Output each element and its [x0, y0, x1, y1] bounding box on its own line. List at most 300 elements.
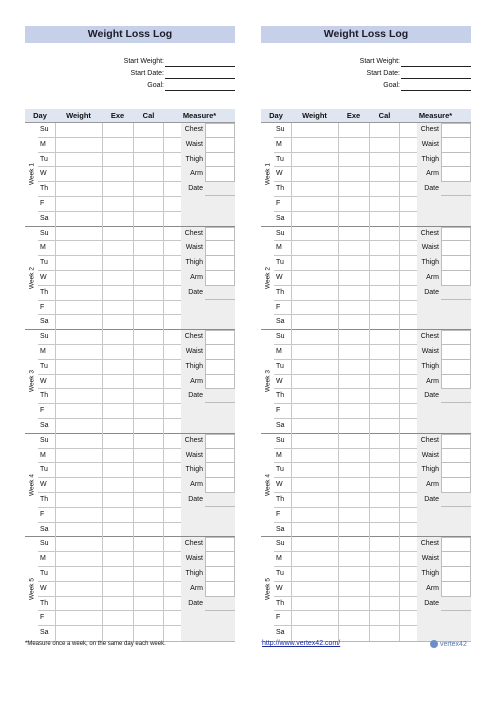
vertex42-link[interactable]: http://www.vertex42.com/ — [262, 640, 341, 647]
weight-cell[interactable] — [291, 315, 338, 330]
exercise-cell[interactable] — [102, 508, 133, 522]
measure-input[interactable] — [441, 153, 471, 168]
exercise-cell[interactable] — [102, 419, 133, 434]
exercise-cell[interactable] — [102, 449, 133, 463]
weight-cell[interactable] — [291, 241, 338, 255]
weight-cell[interactable] — [291, 375, 338, 389]
measure-input[interactable] — [205, 582, 235, 597]
calories-cell[interactable] — [369, 537, 400, 551]
day-name: Th — [40, 599, 49, 607]
table-row — [274, 360, 417, 375]
weight-cell[interactable] — [291, 271, 338, 285]
weight-cell[interactable] — [55, 523, 102, 538]
calories-cell[interactable] — [369, 345, 400, 359]
exercise-cell[interactable] — [338, 508, 369, 522]
measure-row — [417, 167, 471, 182]
exercise-cell[interactable] — [338, 256, 369, 270]
exercise-cell[interactable] — [102, 212, 133, 227]
weight-cell[interactable] — [55, 508, 102, 522]
exercise-cell[interactable] — [102, 301, 133, 315]
table-row — [274, 241, 417, 256]
calories-cell[interactable] — [369, 197, 400, 211]
calories-cell[interactable] — [133, 330, 164, 344]
exercise-cell[interactable] — [102, 597, 133, 611]
field-input-line[interactable] — [165, 58, 235, 67]
calories-cell[interactable] — [369, 182, 400, 196]
exercise-cell[interactable] — [102, 404, 133, 418]
exercise-cell[interactable] — [102, 611, 133, 625]
exercise-cell[interactable] — [102, 360, 133, 374]
measure-date-input[interactable] — [205, 493, 235, 507]
weight-cell[interactable] — [55, 138, 102, 152]
calories-cell[interactable] — [369, 227, 400, 241]
exercise-cell[interactable] — [338, 138, 369, 152]
exercise-cell[interactable] — [338, 567, 369, 581]
exercise-cell[interactable] — [338, 212, 369, 227]
calories-cell[interactable] — [133, 537, 164, 551]
measure-date-input[interactable] — [205, 597, 235, 611]
day-name: Su — [40, 436, 49, 444]
calories-cell[interactable] — [369, 463, 400, 477]
calories-cell[interactable] — [133, 389, 164, 403]
weight-cell[interactable] — [291, 286, 338, 300]
calories-cell[interactable] — [369, 138, 400, 152]
weight-cell[interactable] — [291, 167, 338, 181]
measure-label: Waist — [421, 347, 439, 355]
calories-cell[interactable] — [133, 582, 164, 596]
weight-cell[interactable] — [291, 123, 338, 137]
exercise-cell[interactable] — [102, 493, 133, 507]
calories-cell[interactable] — [369, 375, 400, 389]
weight-cell[interactable] — [291, 478, 338, 492]
exercise-cell[interactable] — [338, 434, 369, 448]
exercise-cell[interactable] — [338, 582, 369, 596]
calories-cell[interactable] — [369, 434, 400, 448]
exercise-cell[interactable] — [102, 537, 133, 551]
measure-input[interactable] — [205, 375, 235, 390]
calories-cell[interactable] — [369, 493, 400, 507]
measure-input[interactable] — [441, 449, 471, 464]
calories-cell[interactable] — [133, 419, 164, 434]
calories-cell[interactable] — [133, 567, 164, 581]
exercise-cell[interactable] — [338, 182, 369, 196]
calories-cell[interactable] — [369, 523, 400, 538]
table-row — [274, 138, 417, 153]
calories-cell[interactable] — [133, 360, 164, 374]
exercise-cell[interactable] — [338, 389, 369, 403]
table-row — [38, 567, 181, 582]
calories-cell[interactable] — [369, 360, 400, 374]
exercise-cell[interactable] — [338, 227, 369, 241]
calories-cell[interactable] — [133, 241, 164, 255]
exercise-cell[interactable] — [338, 375, 369, 389]
exercise-cell[interactable] — [338, 611, 369, 625]
log-table — [261, 109, 471, 642]
exercise-cell[interactable] — [338, 404, 369, 418]
calories-cell[interactable] — [133, 153, 164, 167]
calories-cell[interactable] — [133, 197, 164, 211]
exercise-cell[interactable] — [102, 227, 133, 241]
weight-cell[interactable] — [55, 153, 102, 167]
calories-cell[interactable] — [369, 212, 400, 227]
weight-cell[interactable] — [291, 197, 338, 211]
weight-cell[interactable] — [55, 360, 102, 374]
exercise-cell[interactable] — [102, 271, 133, 285]
exercise-cell[interactable] — [102, 286, 133, 300]
exercise-cell[interactable] — [338, 463, 369, 477]
exercise-cell[interactable] — [338, 537, 369, 551]
weight-cell[interactable] — [291, 389, 338, 403]
measure-input[interactable] — [441, 330, 471, 345]
measure-input[interactable] — [205, 478, 235, 493]
measure-date-input[interactable] — [441, 389, 471, 403]
measure-input[interactable] — [205, 345, 235, 360]
weight-cell[interactable] — [291, 404, 338, 418]
measure-input[interactable] — [205, 167, 235, 182]
weight-cell[interactable] — [291, 330, 338, 344]
calories-cell[interactable] — [133, 493, 164, 507]
weight-cell[interactable] — [291, 212, 338, 227]
weight-cell[interactable] — [291, 537, 338, 551]
weight-cell[interactable] — [55, 212, 102, 227]
calories-cell[interactable] — [369, 241, 400, 255]
measure-input[interactable] — [205, 153, 235, 168]
calories-cell[interactable] — [133, 508, 164, 522]
table-row — [274, 419, 417, 434]
week-label-text: Week 4 — [264, 474, 271, 497]
exercise-cell[interactable] — [338, 241, 369, 255]
weight-cell[interactable] — [291, 153, 338, 167]
weight-cell[interactable] — [55, 478, 102, 492]
calories-cell[interactable] — [369, 449, 400, 463]
weight-cell[interactable] — [291, 582, 338, 596]
weight-cell[interactable] — [55, 449, 102, 463]
measure-input[interactable] — [441, 567, 471, 582]
field-input-line[interactable] — [401, 70, 471, 79]
exercise-cell[interactable] — [102, 197, 133, 211]
calories-cell[interactable] — [369, 286, 400, 300]
weight-cell[interactable] — [55, 271, 102, 285]
weight-cell[interactable] — [55, 537, 102, 551]
calories-cell[interactable] — [369, 330, 400, 344]
calories-cell[interactable] — [369, 389, 400, 403]
weight-cell[interactable] — [291, 345, 338, 359]
calories-cell[interactable] — [369, 167, 400, 181]
calories-cell[interactable] — [369, 419, 400, 434]
week-label-text: Week 3 — [264, 370, 271, 393]
weight-cell[interactable] — [291, 138, 338, 152]
measure-input[interactable] — [441, 375, 471, 390]
exercise-cell[interactable] — [338, 478, 369, 492]
calories-cell[interactable] — [133, 301, 164, 315]
measure-date-input[interactable] — [441, 597, 471, 611]
measure-input[interactable] — [441, 241, 471, 256]
calories-cell[interactable] — [133, 212, 164, 227]
day-name: Th — [40, 495, 49, 503]
weight-cell[interactable] — [55, 463, 102, 477]
week-label — [261, 123, 274, 226]
calories-cell[interactable] — [369, 611, 400, 625]
calories-cell[interactable] — [133, 167, 164, 181]
exercise-cell[interactable] — [338, 271, 369, 285]
exercise-cell[interactable] — [102, 256, 133, 270]
measure-input[interactable] — [205, 463, 235, 478]
calories-cell[interactable] — [369, 315, 400, 330]
weight-cell[interactable] — [291, 360, 338, 374]
weight-cell[interactable] — [55, 256, 102, 270]
weight-cell[interactable] — [55, 434, 102, 448]
measure-label: Waist — [421, 451, 439, 459]
weight-cell[interactable] — [55, 626, 102, 641]
measure-input[interactable] — [205, 537, 235, 552]
calories-cell[interactable] — [133, 523, 164, 538]
calories-cell[interactable] — [369, 552, 400, 566]
measure-input[interactable] — [205, 241, 235, 256]
measure-input[interactable] — [441, 271, 471, 286]
calories-cell[interactable] — [133, 345, 164, 359]
exercise-cell[interactable] — [338, 626, 369, 641]
exercise-cell[interactable] — [102, 523, 133, 538]
calories-cell[interactable] — [369, 301, 400, 315]
measure-date-input[interactable] — [441, 493, 471, 507]
exercise-cell[interactable] — [102, 434, 133, 448]
weight-cell[interactable] — [291, 508, 338, 522]
measure-input[interactable] — [441, 256, 471, 271]
measure-input[interactable] — [205, 123, 235, 138]
weight-cell[interactable] — [291, 449, 338, 463]
measure-date-input[interactable] — [205, 286, 235, 300]
exercise-cell[interactable] — [102, 375, 133, 389]
field-input-line[interactable] — [401, 82, 471, 91]
measure-input[interactable] — [441, 360, 471, 375]
exercise-cell[interactable] — [102, 345, 133, 359]
measure-input[interactable] — [441, 552, 471, 567]
exercise-cell[interactable] — [102, 123, 133, 137]
calories-cell[interactable] — [369, 153, 400, 167]
weight-cell[interactable] — [55, 123, 102, 137]
measure-input[interactable] — [441, 537, 471, 552]
calories-cell[interactable] — [369, 478, 400, 492]
table-row — [38, 493, 181, 508]
measure-input[interactable] — [205, 449, 235, 464]
weight-cell[interactable] — [55, 301, 102, 315]
exercise-cell[interactable] — [338, 449, 369, 463]
weight-cell[interactable] — [55, 241, 102, 255]
measure-panel — [417, 434, 471, 537]
exercise-cell[interactable] — [338, 153, 369, 167]
calories-cell[interactable] — [133, 256, 164, 270]
table-row — [38, 167, 181, 182]
week-block — [25, 227, 235, 331]
calories-cell[interactable] — [369, 404, 400, 418]
field-input-line[interactable] — [401, 58, 471, 67]
measure-input[interactable] — [205, 227, 235, 242]
weight-cell[interactable] — [291, 626, 338, 641]
weight-cell[interactable] — [291, 434, 338, 448]
exercise-cell[interactable] — [338, 315, 369, 330]
weight-cell[interactable] — [291, 523, 338, 538]
measure-input[interactable] — [441, 167, 471, 182]
weight-cell[interactable] — [55, 315, 102, 330]
calories-cell[interactable] — [369, 567, 400, 581]
measure-input[interactable] — [441, 463, 471, 478]
measure-input[interactable] — [205, 330, 235, 345]
calories-cell[interactable] — [369, 123, 400, 137]
day-name: M — [276, 244, 282, 252]
field-input-line[interactable] — [165, 82, 235, 91]
calories-cell[interactable] — [133, 626, 164, 641]
calories-cell[interactable] — [369, 582, 400, 596]
table-header — [25, 109, 235, 123]
exercise-cell[interactable] — [338, 419, 369, 434]
weight-cell[interactable] — [291, 611, 338, 625]
exercise-cell[interactable] — [338, 167, 369, 181]
calories-cell[interactable] — [369, 626, 400, 641]
measure-input[interactable] — [205, 138, 235, 153]
weight-cell[interactable] — [291, 597, 338, 611]
measure-label: Chest — [184, 126, 203, 133]
measure-row — [181, 345, 235, 360]
calories-cell[interactable] — [133, 286, 164, 300]
exercise-cell[interactable] — [338, 552, 369, 566]
weight-cell[interactable] — [291, 227, 338, 241]
calories-cell[interactable] — [133, 227, 164, 241]
weight-cell[interactable] — [55, 197, 102, 211]
calories-cell[interactable] — [133, 182, 164, 196]
calories-cell[interactable] — [133, 123, 164, 137]
calories-cell[interactable] — [133, 271, 164, 285]
exercise-cell[interactable] — [102, 389, 133, 403]
weight-cell[interactable] — [55, 345, 102, 359]
weight-cell[interactable] — [291, 182, 338, 196]
measure-row — [181, 271, 235, 286]
measure-label: Thigh — [421, 466, 439, 474]
weight-cell[interactable] — [291, 567, 338, 581]
measure-input[interactable] — [205, 256, 235, 271]
exercise-cell[interactable] — [338, 197, 369, 211]
calories-cell[interactable] — [133, 611, 164, 625]
calories-cell[interactable] — [133, 404, 164, 418]
weight-cell[interactable] — [291, 301, 338, 315]
weight-cell[interactable] — [291, 552, 338, 566]
measure-input[interactable] — [205, 271, 235, 286]
field-input-line[interactable] — [165, 70, 235, 79]
measure-date-input[interactable] — [205, 389, 235, 403]
exercise-cell[interactable] — [338, 493, 369, 507]
measure-row — [417, 330, 471, 345]
exercise-cell[interactable] — [338, 286, 369, 300]
weight-cell[interactable] — [55, 182, 102, 196]
measure-label: Chest — [420, 229, 439, 237]
weight-cell[interactable] — [55, 419, 102, 434]
exercise-cell[interactable] — [102, 167, 133, 181]
exercise-cell[interactable] — [102, 552, 133, 566]
calories-cell[interactable] — [133, 138, 164, 152]
measure-input[interactable] — [205, 567, 235, 582]
day-name: Su — [276, 333, 285, 341]
weight-cell[interactable] — [55, 404, 102, 418]
weight-cell[interactable] — [291, 419, 338, 434]
weight-cell[interactable] — [55, 597, 102, 611]
exercise-cell[interactable] — [102, 315, 133, 330]
measure-input[interactable] — [441, 227, 471, 242]
calories-cell[interactable] — [133, 478, 164, 492]
weight-cell[interactable] — [55, 167, 102, 181]
weight-cell[interactable] — [291, 493, 338, 507]
exercise-cell[interactable] — [338, 330, 369, 344]
exercise-cell[interactable] — [338, 345, 369, 359]
calories-cell[interactable] — [133, 463, 164, 477]
exercise-cell[interactable] — [102, 463, 133, 477]
exercise-cell[interactable] — [102, 153, 133, 167]
weight-cell[interactable] — [55, 375, 102, 389]
weight-cell[interactable] — [55, 567, 102, 581]
weight-cell[interactable] — [55, 552, 102, 566]
calories-cell[interactable] — [133, 315, 164, 330]
exercise-cell[interactable] — [102, 567, 133, 581]
measure-row — [181, 256, 235, 271]
measure-date-input[interactable] — [205, 182, 235, 196]
table-row — [274, 463, 417, 478]
weight-cell[interactable] — [55, 227, 102, 241]
exercise-cell[interactable] — [338, 523, 369, 538]
weight-cell[interactable] — [55, 493, 102, 507]
calories-cell[interactable] — [133, 449, 164, 463]
weight-cell[interactable] — [291, 463, 338, 477]
exercise-cell[interactable] — [102, 241, 133, 255]
exercise-cell[interactable] — [338, 123, 369, 137]
measure-input[interactable] — [441, 434, 471, 449]
calories-cell[interactable] — [369, 256, 400, 270]
exercise-cell[interactable] — [102, 330, 133, 344]
calories-cell[interactable] — [133, 434, 164, 448]
calories-cell[interactable] — [133, 552, 164, 566]
exercise-cell[interactable] — [102, 582, 133, 596]
measure-input[interactable] — [441, 345, 471, 360]
weight-cell[interactable] — [291, 256, 338, 270]
calories-cell[interactable] — [133, 597, 164, 611]
measure-date-input[interactable] — [441, 286, 471, 300]
measure-date-input[interactable] — [441, 182, 471, 196]
weight-cell[interactable] — [55, 611, 102, 625]
weight-cell[interactable] — [55, 330, 102, 344]
calories-cell[interactable] — [369, 271, 400, 285]
calories-cell[interactable] — [369, 597, 400, 611]
exercise-cell[interactable] — [102, 626, 133, 641]
calories-cell[interactable] — [133, 375, 164, 389]
exercise-cell[interactable] — [102, 182, 133, 196]
measure-input[interactable] — [441, 123, 471, 138]
day-name: M — [40, 347, 46, 355]
calories-cell[interactable] — [369, 508, 400, 522]
day-name: M — [276, 555, 282, 563]
measure-input[interactable] — [205, 552, 235, 567]
exercise-cell[interactable] — [338, 360, 369, 374]
exercise-cell[interactable] — [102, 478, 133, 492]
exercise-cell[interactable] — [102, 138, 133, 152]
measure-input[interactable] — [205, 360, 235, 375]
weight-cell[interactable] — [55, 286, 102, 300]
weight-cell[interactable] — [55, 582, 102, 596]
table-row — [38, 449, 181, 464]
measure-input[interactable] — [205, 434, 235, 449]
measure-input[interactable] — [441, 138, 471, 153]
exercise-cell[interactable] — [338, 597, 369, 611]
weight-cell[interactable] — [55, 389, 102, 403]
exercise-cell[interactable] — [338, 301, 369, 315]
measure-input[interactable] — [441, 582, 471, 597]
measure-input[interactable] — [441, 478, 471, 493]
